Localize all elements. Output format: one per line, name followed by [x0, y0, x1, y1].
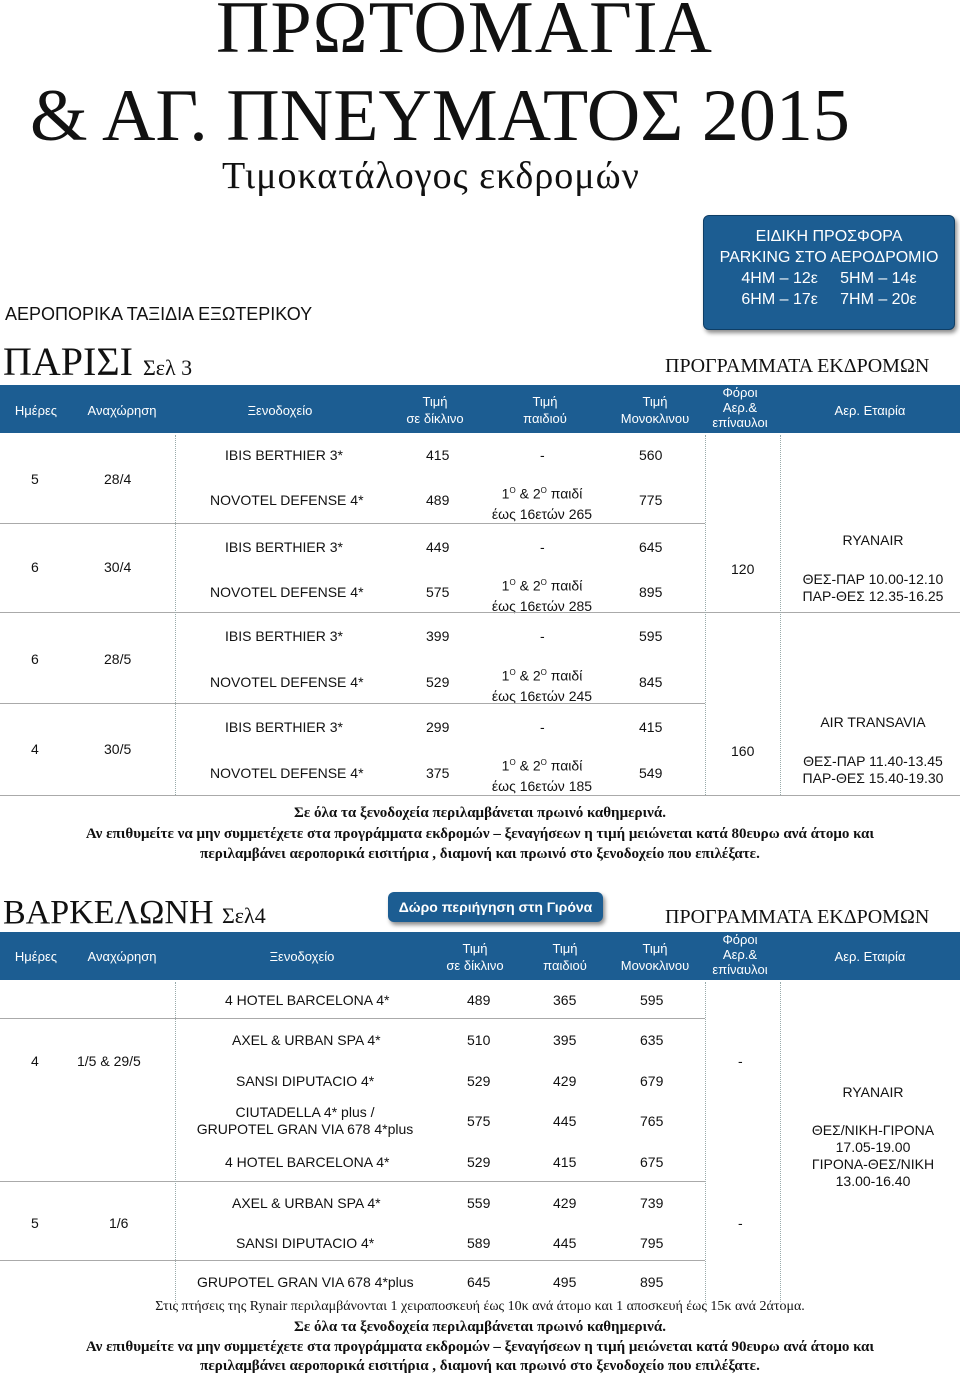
paris-g1-r2-single: 775 — [639, 492, 663, 508]
barcelona-row-4-hotel: CIUTADELLA 4* plus / GRUPOTEL GRAN VIA 678 4*plus — [196, 1104, 414, 1137]
barcelona-g1-days: 4 — [31, 1053, 39, 1069]
paris-airline-1-name: RYANAIR — [842, 532, 904, 548]
paris-divider-4 — [0, 795, 960, 796]
barcelona-row-1-single: 595 — [640, 992, 664, 1008]
barcelona-title: ΒΑΡΚΕΛΩΝΗ Σελ4 — [3, 894, 266, 931]
paris-header-days: Ημέρες — [14, 403, 58, 418]
paris-g2-r2-single: 895 — [639, 584, 663, 600]
paris-title: ΠΑΡΙΣΙ Σελ 3 — [3, 339, 193, 384]
paris-g1-r2-double: 489 — [426, 492, 450, 508]
barcelona-note-1: Στις πτήσεις της Rynair περιλαμβάνονται 1 χειραποσκευή έως 10κ ανά άτομο και 1 αποσκευή έως 15κ ανά 2άτομα. — [155, 1299, 805, 1314]
barcelona-row-3-hotel: SANSI DIPUTACIO 4* — [236, 1073, 375, 1089]
barcelona-row-5-child: 415 — [553, 1154, 577, 1170]
barcelona-row-1-hotel: 4 HOTEL BARCELONA 4* — [225, 992, 390, 1008]
paris-g1-days: 5 — [31, 471, 39, 487]
barcelona-row-7-hotel: SANSI DIPUTACIO 4* — [236, 1235, 375, 1251]
paris-divider-2 — [0, 612, 960, 613]
paris-g4-r2-child: $1^O$ & $2^O$ παιδί έως 16ετών 185 — [491, 757, 593, 794]
barcelona-row-7-single: 795 — [640, 1235, 664, 1251]
paris-g3-r1-child: - — [540, 628, 545, 644]
paris-g4-days: 4 — [31, 741, 39, 757]
paris-g1-r2-child: $1^O$ & $2^O$ παιδί έως 16ετών 265 — [491, 485, 593, 522]
paris-g4-r2-hotel: NOVOTEL DEFENSE 4* — [210, 765, 364, 781]
barcelona-col-sep-2 — [705, 982, 706, 1302]
subtitle: Τιμοκατάλογος εκδρομών — [222, 155, 640, 197]
paris-header-airline: Αερ. Εταιρία — [834, 403, 906, 418]
gift-badge: Δώρο περιήγηση στη Γιρόνα — [388, 892, 603, 922]
barcelona-row-3-child: 429 — [553, 1073, 577, 1089]
barcelona-divider-1 — [0, 1018, 705, 1019]
paris-divider-1 — [0, 523, 705, 524]
barcelona-row-5-double: 529 — [467, 1154, 491, 1170]
barcelona-row-5-single: 675 — [640, 1154, 664, 1170]
barcelona-header-single: Τιμή Μονοκλινου — [620, 941, 690, 973]
paris-note-2: Αν επιθυμείτε να μην συμμετέχετε στα προγράμματα εκδρομών – ξεναγήσεων η τιμή μειώνεται κατά 80ευρω ανά άτομο και — [85, 826, 875, 842]
paris-g1-r2-hotel: NOVOTEL DEFENSE 4* — [210, 492, 364, 508]
paris-g1-r1-hotel: IBIS BERTHIER 3* — [225, 447, 344, 463]
paris-g3-date: 28/5 — [104, 651, 132, 667]
paris-airline-1-times: ΘΕΣ-ΠΑΡ 10.00-12.10 ΠΑΡ-ΘΕΣ 12.35-16.25 — [802, 571, 944, 604]
barcelona-row-6-single: 739 — [640, 1195, 664, 1211]
barcelona-airline-name: RYANAIR — [842, 1084, 904, 1100]
paris-header-double: Τιμή σε δίκλινο — [406, 394, 464, 426]
paris-g1-r1-child: - — [540, 447, 545, 463]
paris-g2-r2-child: $1^O$ & $2^O$ παιδί έως 16ετών 285 — [491, 577, 593, 614]
barcelona-row-8-child: 495 — [553, 1274, 577, 1290]
barcelona-row-5-hotel: 4 HOTEL BARCELONA 4* — [225, 1154, 390, 1170]
section-label: ΑΕΡΟΠΟΡΙΚΑ ΤΑΞΙΔΙΑ ΕΞΩΤΕΡΙΚΟΥ — [5, 304, 313, 324]
barcelona-divider-2 — [0, 1181, 705, 1182]
paris-g3-r2-child: $1^O$ & $2^O$ παιδί έως 16ετών 245 — [491, 667, 593, 704]
offer-line-2: PARKING ΣΤΟ ΑΕΡΟΔΡΟΜΙΟ — [719, 249, 939, 266]
barcelona-row-7-double: 589 — [467, 1235, 491, 1251]
paris-g3-r1-double: 399 — [426, 628, 450, 644]
barcelona-row-2-single: 635 — [640, 1032, 664, 1048]
barcelona-divider-3 — [0, 1260, 705, 1261]
paris-header-hotel: Ξενοδοχείο — [247, 403, 313, 418]
barcelona-row-4-single: 765 — [640, 1113, 664, 1129]
barcelona-row-4-child: 445 — [553, 1113, 577, 1129]
paris-g3-r2-double: 529 — [426, 674, 450, 690]
barcelona-note-4: περιλαμβάνει αεροπορικά εισιτήρια , διαμονή και πρωινό στο ξενοδοχείο που επιλέξατε. — [200, 1358, 760, 1374]
paris-g2-r1-child: - — [540, 539, 545, 555]
paris-g4-r1-double: 299 — [426, 719, 450, 735]
barcelona-row-8-hotel: GRUPOTEL GRAN VIA 678 4*plus — [197, 1274, 414, 1290]
barcelona-row-2-hotel: AXEL & URBAN SPA 4* — [232, 1032, 381, 1048]
paris-note-3: περιλαμβάνει αεροπορικά εισιτήρια , διαμονή και πρωινό στο ξενοδοχείο που επιλέξατε. — [200, 846, 760, 862]
paris-col-sep-2 — [705, 435, 706, 795]
title-line-1: ΠΡΩΤΟΜΑΓΙΑ — [216, 0, 713, 69]
paris-g3-r1-hotel: IBIS BERTHIER 3* — [225, 628, 344, 644]
paris-g2-r1-hotel: IBIS BERTHIER 3* — [225, 539, 344, 555]
barcelona-header-airline: Αερ. Εταιρία — [834, 949, 906, 964]
special-offer-box — [703, 215, 955, 330]
offer-line-4: 6ΗΜ – 17ε 7ΗΜ – 20ε — [741, 291, 917, 308]
barcelona-row-3-double: 529 — [467, 1073, 491, 1089]
paris-taxes-1: 120 — [731, 561, 755, 577]
paris-col-sep-3 — [780, 435, 781, 795]
barcelona-col-sep-3 — [780, 982, 781, 1302]
barcelona-col-sep-1 — [175, 982, 176, 1302]
paris-g4-date: 30/5 — [104, 741, 132, 757]
barcelona-row-8-single: 895 — [640, 1274, 664, 1290]
paris-g4-r1-single: 415 — [639, 719, 663, 735]
barcelona-header-departure: Αναχώρηση — [87, 949, 157, 964]
barcelona-row-3-single: 679 — [640, 1073, 664, 1089]
barcelona-header-taxes: Φόροι Αερ.& επίναυλοι — [712, 932, 768, 977]
paris-g2-days: 6 — [31, 559, 39, 575]
paris-g3-r2-single: 845 — [639, 674, 663, 690]
barcelona-header-double: Τιμή σε δίκλινο — [446, 941, 504, 973]
barcelona-row-2-double: 510 — [467, 1032, 491, 1048]
barcelona-row-8-double: 645 — [467, 1274, 491, 1290]
paris-g2-date: 30/4 — [104, 559, 132, 575]
paris-note-1: Σε όλα τα ξενοδοχεία περιλαμβάνεται πρωινό καθημερινά. — [294, 805, 666, 821]
paris-g4-r1-hotel: IBIS BERTHIER 3* — [225, 719, 344, 735]
barcelona-g2-date: 1/6 — [109, 1215, 129, 1231]
paris-g2-r1-double: 449 — [426, 539, 450, 555]
paris-g2-r2-hotel: NOVOTEL DEFENSE 4* — [210, 584, 364, 600]
barcelona-row-2-child: 395 — [553, 1032, 577, 1048]
barcelona-row-7-child: 445 — [553, 1235, 577, 1251]
barcelona-row-6-hotel: AXEL & URBAN SPA 4* — [232, 1195, 381, 1211]
barcelona-row-1-double: 489 — [467, 992, 491, 1008]
paris-g3-r1-single: 595 — [639, 628, 663, 644]
barcelona-row-6-double: 559 — [467, 1195, 491, 1211]
barcelona-row-4-double: 575 — [467, 1113, 491, 1129]
barcelona-g2-taxes: - — [738, 1215, 743, 1231]
paris-airline-2-times: ΘΕΣ-ΠΑΡ 11.40-13.45 ΠΑΡ-ΘΕΣ 15.40-19.30 — [802, 753, 944, 786]
paris-divider-3 — [0, 703, 705, 704]
barcelona-programs-label: ΠΡΟΓΡΑΜΜΑΤΑ ΕΚΔΡΟΜΩΝ — [665, 906, 930, 928]
paris-g1-r1-double: 415 — [426, 447, 450, 463]
paris-header-child: Τιμή παιδιού — [523, 394, 567, 426]
offer-line-1: ΕΙΔΙΚΗ ΠΡΟΣΦΟΡΑ — [755, 228, 903, 245]
barcelona-row-1-child: 365 — [553, 992, 577, 1008]
paris-programs-label: ΠΡΟΓΡΑΜΜΑΤΑ ΕΚΔΡΟΜΩΝ — [665, 355, 930, 377]
paris-airline-2-name: AIR TRANSAVIA — [820, 714, 926, 730]
paris-header-taxes: Φόροι Αερ.& επίναυλοι — [712, 385, 768, 430]
paris-g2-r2-double: 575 — [426, 584, 450, 600]
paris-g4-r1-child: - — [540, 719, 545, 735]
barcelona-airline-times: ΘΕΣ/ΝΙΚΗ-ΓΙΡΟΝΑ 17.05-19.00 ΓΙΡΟΝΑ-ΘΕΣ/ΝΙΚΗ 13.00-16.40 — [811, 1122, 935, 1189]
barcelona-g1-date: 1/5 & 29/5 — [77, 1053, 141, 1069]
paris-g1-date: 28/4 — [104, 471, 132, 487]
title-line-2: & ΑΓ. ΠΝΕΥΜΑΤΟΣ 2015 — [30, 75, 850, 157]
paris-g4-r2-single: 549 — [639, 765, 663, 781]
barcelona-header-hotel: Ξενοδοχείο — [269, 949, 335, 964]
paris-taxes-2: 160 — [731, 743, 755, 759]
barcelona-note-3: Αν επιθυμείτε να μην συμμετέχετε στα προγράμματα εκδρομών – ξεναγήσεων η τιμή μειώνεται κατά 90ευρω ανά άτομο και — [85, 1339, 875, 1355]
paris-g3-r2-hotel: NOVOTEL DEFENSE 4* — [210, 674, 364, 690]
barcelona-g2-days: 5 — [31, 1215, 39, 1231]
paris-col-sep-1 — [175, 435, 176, 795]
barcelona-header-days: Ημέρες — [14, 949, 58, 964]
paris-g4-r2-double: 375 — [426, 765, 450, 781]
barcelona-note-2: Σε όλα τα ξενοδοχεία περιλαμβάνεται πρωινό καθημερινά. — [294, 1319, 666, 1335]
barcelona-header-child: Τιμή παιδιού — [543, 941, 587, 973]
paris-header-departure: Αναχώρηση — [87, 403, 157, 418]
offer-line-3: 4ΗΜ – 12ε 5ΗΜ – 14ε — [741, 270, 917, 287]
barcelona-g1-taxes: - — [738, 1053, 743, 1069]
paris-header-single: Τιμή Μονοκλινου — [620, 394, 690, 426]
paris-g3-days: 6 — [31, 651, 39, 667]
paris-g2-r1-single: 645 — [639, 539, 663, 555]
barcelona-row-6-child: 429 — [553, 1195, 577, 1211]
paris-g1-r1-single: 560 — [639, 447, 663, 463]
